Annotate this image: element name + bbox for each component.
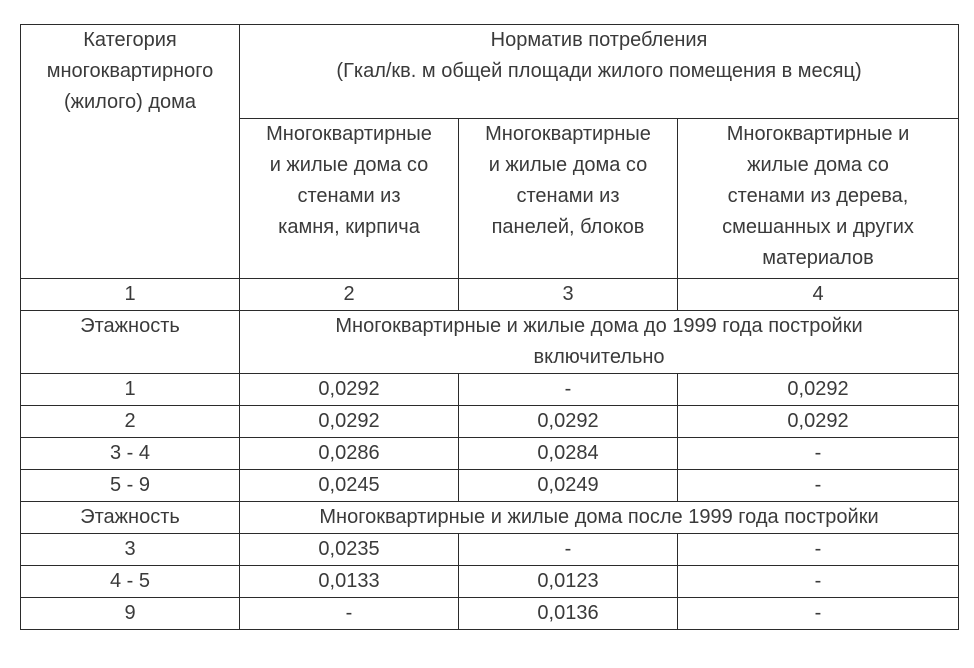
norm-table-body [21,25,959,630]
value-cell: - [459,534,678,566]
value-cell: 0,0292 [459,406,678,438]
table-row [21,438,959,470]
value-cell: 0,0286 [240,438,459,470]
value-cell: 0,0292 [240,374,459,406]
section-title: Многоквартирные и жилые дома после 1999 года постройки [240,502,959,534]
header-row-title [21,25,959,119]
wall-type-stone-brick: Многоквартирные и жилые дома со стенами из камня, кирпича [240,119,459,279]
floors-cell: 4 - 5 [21,566,240,598]
value-cell: 0,0292 [678,406,959,438]
column-number: 1 [21,279,240,311]
value-cell: 0,0292 [240,406,459,438]
floors-cell: 1 [21,374,240,406]
column-number: 4 [678,279,959,311]
floors-label: Этажность [21,311,240,374]
value-cell: - [459,374,678,406]
section-header-row [21,502,959,534]
norm-title-header: Норматив потребления (Гкал/кв. м общей площади жилого помещения в месяц) [240,25,959,119]
value-cell: 0,0292 [678,374,959,406]
table-row [21,598,959,630]
table-row [21,566,959,598]
floors-label: Этажность [21,502,240,534]
floors-cell: 5 - 9 [21,470,240,502]
wall-type-wood-mixed: Многоквартирные и жилые дома со стенами из дерева, смешанных и других материалов [678,119,959,279]
wall-type-panel-block: Многоквартирные и жилые дома со стенами из панелей, блоков [459,119,678,279]
value-cell: 0,0133 [240,566,459,598]
floors-cell: 9 [21,598,240,630]
section-title: Многоквартирные и жилые дома до 1999 года постройки включительно [240,311,959,374]
table-row [21,374,959,406]
value-cell: 0,0249 [459,470,678,502]
value-cell: 0,0245 [240,470,459,502]
value-cell: 0,0123 [459,566,678,598]
value-cell: - [678,566,959,598]
section-header-row [21,311,959,374]
floors-cell: 3 [21,534,240,566]
value-cell: 0,0235 [240,534,459,566]
table-row [21,406,959,438]
value-cell: - [678,534,959,566]
value-cell: - [240,598,459,630]
value-cell: - [678,598,959,630]
column-numbers-row [21,279,959,311]
table-row [21,470,959,502]
value-cell: 0,0284 [459,438,678,470]
table-row [21,534,959,566]
value-cell: - [678,438,959,470]
floors-cell: 3 - 4 [21,438,240,470]
floors-cell: 2 [21,406,240,438]
value-cell: - [678,470,959,502]
column-number: 3 [459,279,678,311]
value-cell: 0,0136 [459,598,678,630]
category-header: Категория многоквартирного (жилого) дома [21,25,240,279]
column-number: 2 [240,279,459,311]
norm-table [20,24,959,630]
